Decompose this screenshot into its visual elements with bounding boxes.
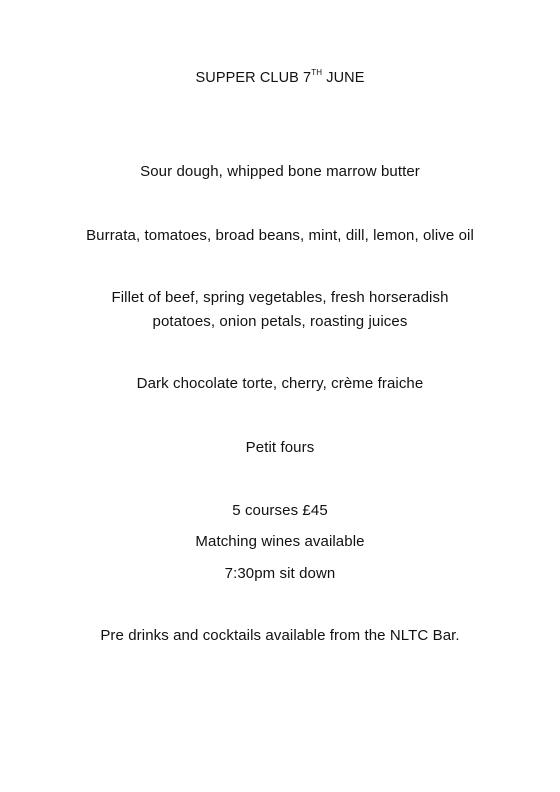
menu-course-bread: Sour dough, whipped bone marrow butter (140, 163, 420, 180)
menu-course-burrata: Burrata, tomatoes, broad beans, mint, dill, lemon, olive oil (86, 227, 474, 244)
pre-drinks-note: Pre drinks and cocktails available from the NLTC Bar. (100, 627, 460, 644)
menu-course-beef-line-1: Fillet of beef, spring vegetables, fresh horseradish (111, 289, 449, 306)
sit-down-time: 7:30pm sit down (224, 565, 336, 582)
wines-note: Matching wines available (195, 533, 365, 550)
menu-course-petit-fours: Petit fours (245, 439, 315, 456)
courses-price: 5 courses £45 (232, 502, 328, 519)
menu-course-beef-line-2: potatoes, onion petals, roasting juices (152, 313, 408, 330)
menu-course-dessert: Dark chocolate torte, cherry, crème fraiche (136, 375, 424, 392)
title-suffix: JUNE (322, 70, 365, 86)
title-prefix: SUPPER CLUB 7 (195, 70, 312, 86)
page-title (0, 69, 560, 87)
title-date-superscript: TH (311, 68, 323, 78)
